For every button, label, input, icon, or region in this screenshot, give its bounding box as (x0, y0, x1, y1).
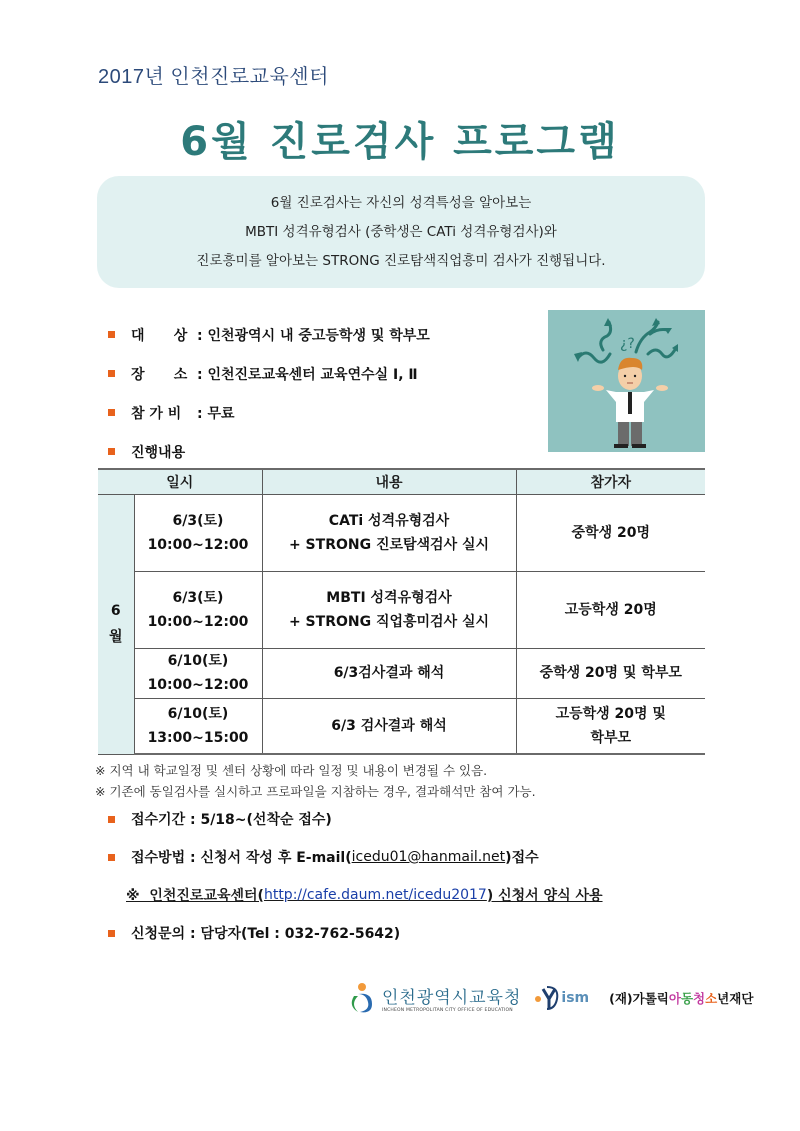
bullet-square-icon (108, 331, 115, 338)
notes (95, 760, 536, 802)
participants-cell: 고등학생 20명 및 학부모 (516, 698, 705, 754)
ism-logo: ism (535, 985, 589, 1011)
info-label: 대 상 (131, 327, 188, 344)
cafe-link[interactable]: http://cafe.daum.net/icedu2017 (263, 887, 487, 903)
info-item-fee (108, 393, 430, 432)
header-datetime: 일시 (98, 469, 262, 494)
catholic-foundation-logo: (재)가톨릭아동청소년재단 (609, 991, 754, 1006)
apply-method: 접수방법 : 신청서 작성 후 E-mail( icedu01@hanmail.net )접수 (108, 838, 603, 876)
application-info (108, 800, 603, 952)
content-cell: MBTI 성격유형검사 + STRONG 직업흥미검사 실시 (262, 571, 516, 648)
month-cell: 6 월 (98, 494, 134, 754)
email-link[interactable]: icedu01@hanmail.net (351, 849, 506, 865)
info-label: 진행내용 (131, 444, 186, 461)
table-header-row (98, 469, 705, 494)
date-cell: 6/10(토) 13:00~15:00 (134, 698, 262, 754)
table-row (98, 494, 705, 571)
bullet-square-icon (108, 409, 115, 416)
table-row (98, 648, 705, 698)
info-value: : 인천광역시 내 중고등학생 및 학부모 (197, 327, 430, 344)
bullet-square-icon (108, 448, 115, 455)
bullet-square-icon (108, 370, 115, 377)
info-item-target (108, 315, 430, 354)
date-cell: 6/3(토) 10:00~12:00 (134, 571, 262, 648)
center-subtitle: 2017년 인천진로교육센터 (98, 66, 329, 88)
participants-cell: 고등학생 20명 (516, 571, 705, 648)
info-item-program (108, 432, 430, 471)
bullet-square-icon (108, 816, 115, 823)
intro-line: 6월 진로검사는 자신의 성격특성을 알아보는 (270, 195, 532, 211)
incheon-education-logo: 인천광역시교육청 INCHEON METROPOLITAN CITY OFFICE OF EDUCATION (348, 982, 521, 1014)
participants-cell: 중학생 20명 및 학부모 (516, 648, 705, 698)
page-title: 6월 진로검사 프로그램 (180, 119, 620, 165)
bullet-square-icon (108, 930, 115, 937)
table-row (98, 571, 705, 648)
table-row (98, 698, 705, 754)
apply-contact: 신청문의 : 담당자(Tel : 032-762-5642) (108, 914, 603, 952)
svg-text:¿?: ¿? (620, 336, 635, 352)
intro-line: 진로흥미를 알아보는 STRONG 진로탐색직업흥미 검사가 진행됩니다. (196, 253, 606, 269)
apply-period: 접수기간 : 5/18~(선착순 접수) (108, 800, 603, 838)
confused-man-illustration (548, 310, 705, 452)
content-cell: CATi 성격유형검사 + STRONG 진로탐색검사 실시 (262, 494, 516, 571)
header-participants: 참가자 (516, 469, 705, 494)
info-value: : 무료 (197, 405, 235, 422)
content-cell: 6/3 검사결과 해석 (262, 698, 516, 754)
intro-line: MBTI 성격유형검사 (중학생은 CATi 성격유형검사)와 (245, 224, 557, 240)
participants-cell: 중학생 20명 (516, 494, 705, 571)
info-label: 참 가 비 (131, 405, 182, 422)
footer-logos (348, 982, 753, 1014)
info-label: 장 소 (131, 366, 188, 383)
header-content: 내용 (262, 469, 516, 494)
bullet-square-icon (108, 854, 115, 861)
intro-box (97, 176, 705, 288)
ism-emblem-icon (535, 985, 559, 1011)
incheon-edu-emblem-icon (348, 982, 376, 1014)
note-line: ※ 기존에 동일검사를 실시하고 프로파일을 지참하는 경우, 결과해석만 참여 가능. (95, 784, 536, 799)
info-list (108, 315, 430, 471)
date-cell: 6/10(토) 10:00~12:00 (134, 648, 262, 698)
form-note: ※ 인천진로교육센터( http://cafe.daum.net/icedu2017 ) 신청서 양식 사용 (126, 887, 603, 904)
info-value: : 인천진로교육센터 교육연수실 Ⅰ, Ⅱ (197, 366, 418, 383)
confused-man-icon (548, 310, 705, 452)
info-item-location (108, 354, 430, 393)
schedule-table (98, 468, 705, 755)
note-line: ※ 지역 내 학교일정 및 센터 상황에 따라 일정 및 내용이 변경될 수 있음. (95, 763, 488, 778)
date-cell: 6/3(토) 10:00~12:00 (134, 494, 262, 571)
content-cell: 6/3검사결과 해석 (262, 648, 516, 698)
